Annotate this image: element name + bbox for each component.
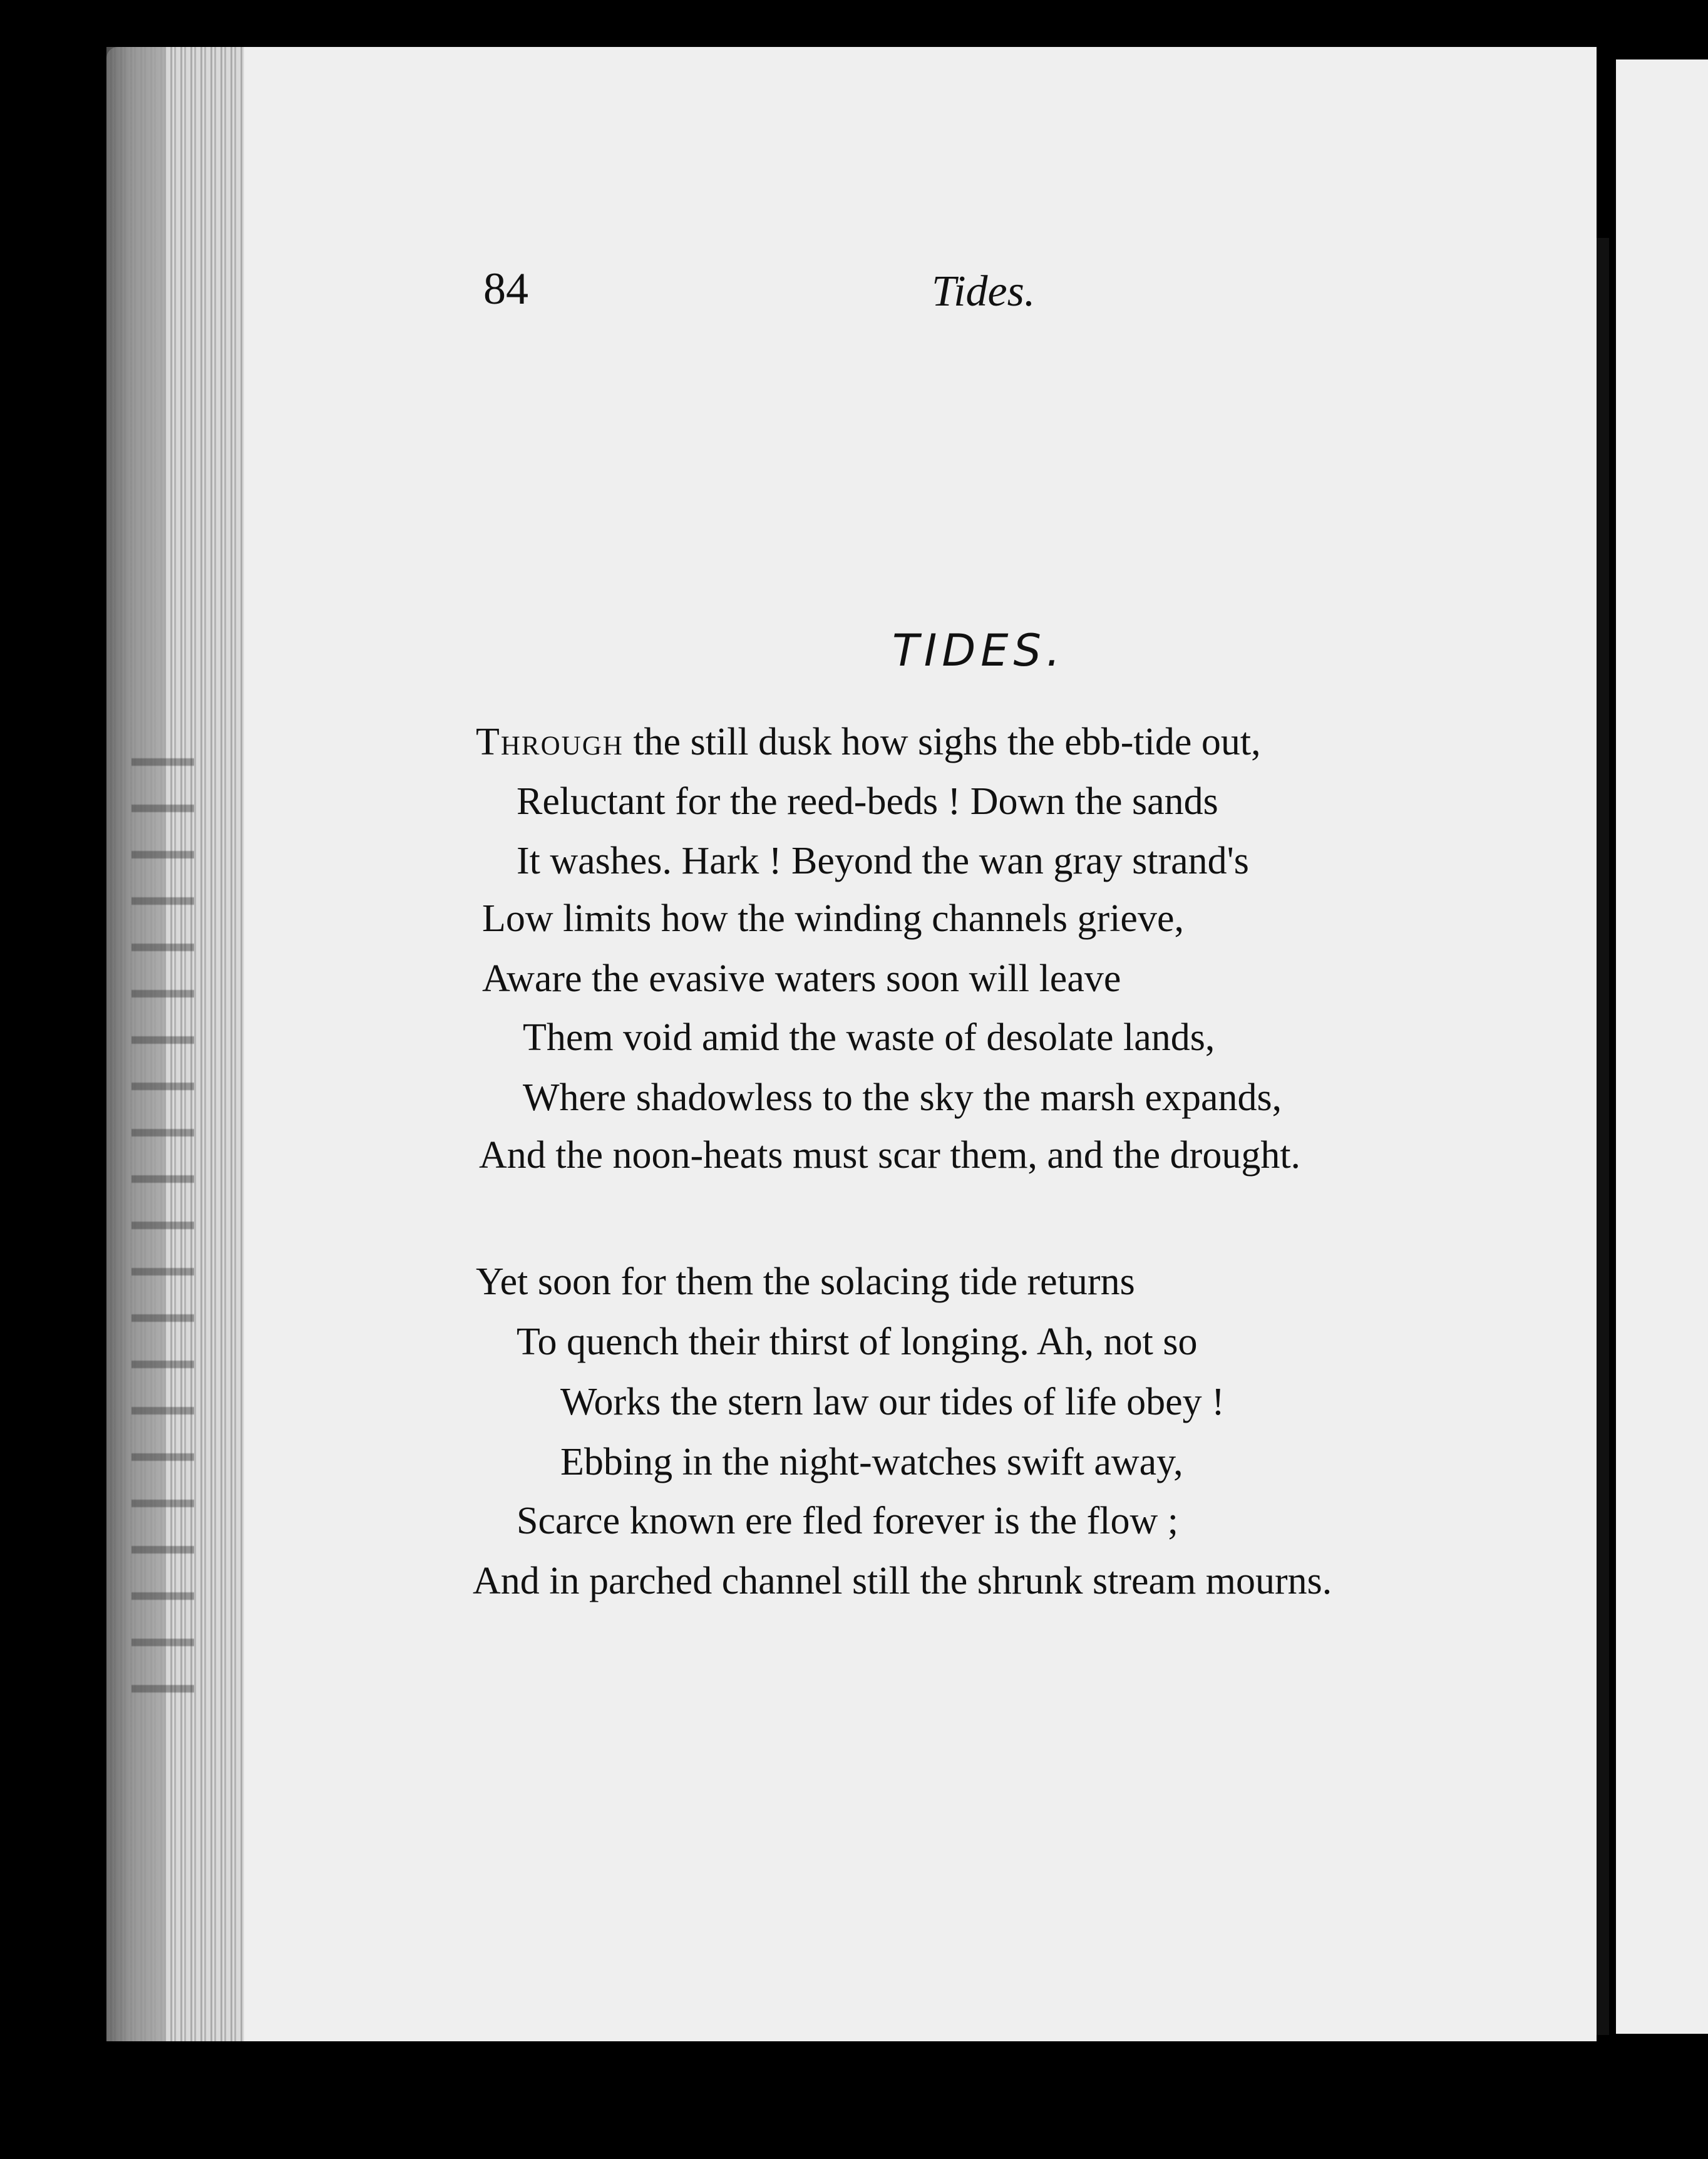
poem-line-3: It washes. Hark ! Beyond the wan gray strand's — [517, 840, 1249, 882]
running-head: Tides. — [932, 267, 1036, 316]
poem-line-6: Them void amid the waste of desolate lands, — [523, 1016, 1215, 1059]
gutter-shadow — [1595, 238, 1609, 2035]
adjacent-page-edge — [1605, 59, 1708, 2034]
first-line-rest: the still dusk how sighs the ebb-tide out, — [623, 721, 1261, 763]
poem-title: TIDES. — [892, 625, 1066, 676]
poem-line-5: Aware the evasive waters soon will leave — [482, 957, 1121, 1000]
first-word: Through — [476, 721, 624, 763]
poem-line-14: And in parched channel still the shrunk stream mourns. — [473, 1560, 1332, 1602]
poem-line-7: Where shadowless to the sky the marsh expands, — [523, 1076, 1282, 1119]
poem-line-2: Reluctant for the reed-beds ! Down the sands — [517, 780, 1218, 823]
poem-line-9: Yet soon for them the solacing tide returns — [476, 1260, 1135, 1303]
poem-line-13: Scarce known ere fled forever is the flow ; — [517, 1500, 1178, 1542]
poem-line-8: And the noon-heats must scar them, and the drought. — [479, 1134, 1301, 1177]
poem-line-11: Works the stern law our tides of life obey ! — [560, 1381, 1225, 1423]
page-edge-marks — [131, 720, 194, 1697]
page-number: 84 — [483, 264, 528, 314]
poem-line-10: To quench their thirst of longing. Ah, not so — [517, 1321, 1198, 1363]
poem-line-1 — [476, 720, 1261, 765]
poem-line-4: Low limits how the winding channels grieve, — [482, 897, 1184, 940]
poem-line-12: Ebbing in the night-watches swift away, — [560, 1441, 1183, 1483]
